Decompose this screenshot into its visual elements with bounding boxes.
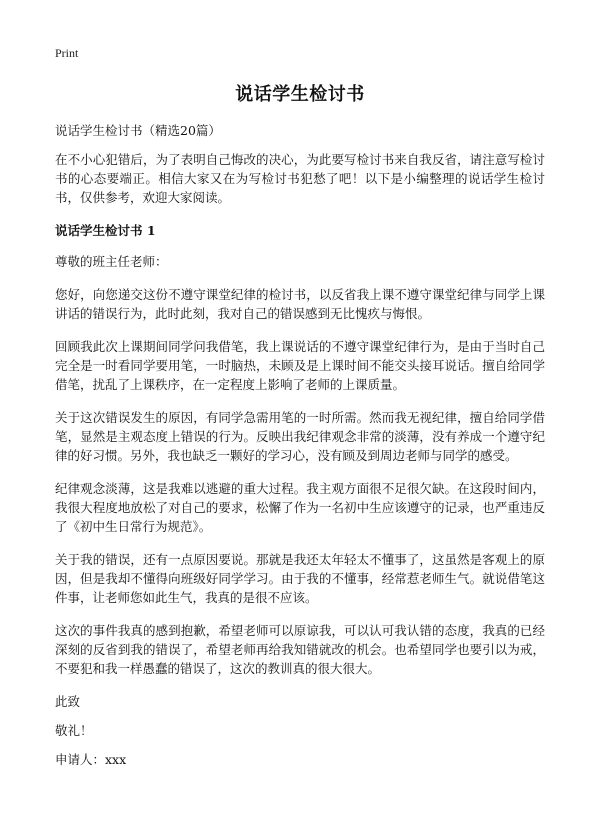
body-paragraph: 纪律观念淡薄，这是我难以逃避的重大过程。我主观方面很不足很欠缺。在这段时间内，我很大程度地放松了对自己的要求，松懈了作为一名初中生应该遵守的记录，也严重违反了《初中生日常行为规范》。 <box>55 481 545 534</box>
body-paragraph: 回顾我此次上课期间同学问我借笔，我上课说话的不遵守课堂纪律行为，是由于当时自己完全是一时看同学要用笔，一时脑热，未顾及是上课时间不能交头接耳说话。擅自给同学借笔，扰乱了上课秩序，在一定程度上影响了老师的上课质量。 <box>55 339 545 392</box>
closing-line: 此致 <box>55 694 81 709</box>
body-paragraph: 关于这次错误发生的原因，有同学急需用笔的一时所需。然而我无视纪律，擅自给同学借笔，显然是主观态度上错误的行为。反映出我纪律观念非常的淡薄，没有养成一个遵守纪律的好习惯。另外，我也缺乏一颗好的学习心，没有顾及到周边老师与同学的感受。 <box>55 410 545 463</box>
salutation: 尊敬的班主任老师： <box>55 254 168 269</box>
document-title: 说话学生检讨书 <box>235 84 365 105</box>
body-paragraph: 关于我的错误，还有一点原因要说。那就是我还太年轻太不懂事了，这虽然是客观上的原因，但是我却不懂得向班级好同学学习。由于我的不懂事，经常惹老师生气。就说借笔这件事，让老师您如此生气，我真的是很不应该。 <box>55 552 545 605</box>
document-subtitle: 说话学生检讨书（精选20篇） <box>55 123 221 138</box>
signature: 申请人：xxx <box>55 752 127 767</box>
section-heading: 说话学生检讨书 1 <box>55 223 156 238</box>
document-body <box>55 121 545 779</box>
body-paragraph: 您好，向您递交这份不遵守课堂纪律的检讨书，以反省我上课不遵守课堂纪律与同学上课讲话的错误行为，此时此刻，我对自己的错误感到无比愧疚与悔恨。 <box>55 287 545 321</box>
body-paragraph: 这次的事件我真的感到抱歉，希望老师可以原谅我，可以认可我认错的态度，我真的已经深刻的反省到我的错误了，希望老师再给我知错就改的机会。也希望同学也要引以为戒，不要犯和我一样愚蠢的错误了，这次的教训真的很大很大。 <box>55 623 545 676</box>
print-label: Print <box>55 46 79 60</box>
intro-paragraph: 在不小心犯错后，为了表明自己悔改的决心，为此要写检讨书来自我反省，请注意写检讨书的心态要端正。相信大家又在为写检讨书犯愁了吧！以下是小编整理的说话学生检讨书，仅供参考，欢迎大家阅读。 <box>55 152 545 205</box>
closing-salute: 敬礼！ <box>55 723 93 738</box>
